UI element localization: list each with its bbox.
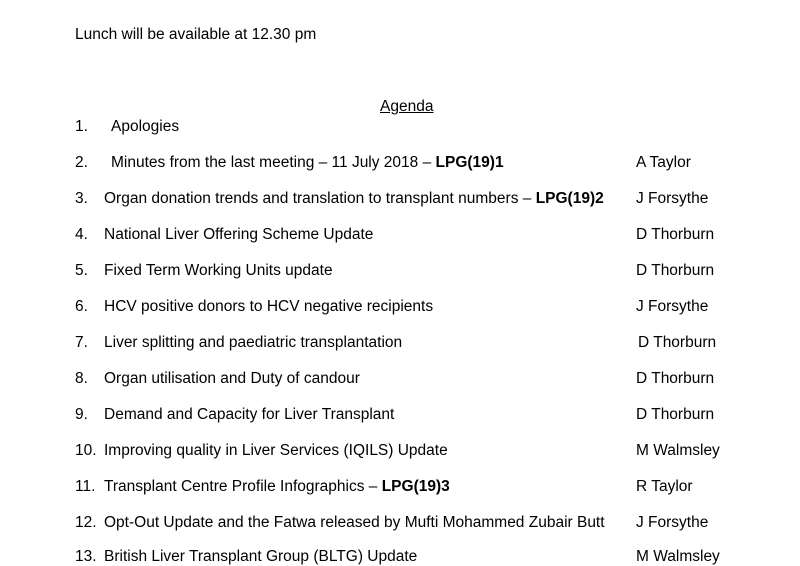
agenda-item-text: Demand and Capacity for Liver Transplant bbox=[104, 406, 395, 423]
agenda-item-text: Transplant Centre Profile Infographics – LPG(19)3 bbox=[104, 478, 450, 495]
agenda-item-number: 4. bbox=[75, 226, 88, 243]
agenda-item-number: 10. bbox=[75, 442, 97, 459]
agenda-item-owner: J Forsythe bbox=[636, 298, 709, 315]
agenda-item-owner: M Walmsley bbox=[636, 548, 720, 565]
agenda-item-owner: D Thorburn bbox=[636, 370, 715, 387]
agenda-item-text: Organ donation trends and translation to transplant numbers – LPG(19)2 bbox=[104, 190, 604, 207]
agenda-item-number: 9. bbox=[75, 406, 88, 423]
agenda-item-number: 6. bbox=[75, 298, 88, 315]
agenda-item-number: 12. bbox=[75, 514, 97, 531]
agenda-item-number: 7. bbox=[75, 334, 88, 351]
agenda-item-text: Apologies bbox=[111, 118, 180, 135]
agenda-item-owner: D Thorburn bbox=[636, 226, 715, 243]
agenda-item-owner: D Thorburn bbox=[638, 334, 717, 351]
agenda-item-owner: M Walmsley bbox=[636, 442, 720, 459]
agenda-item-text: HCV positive donors to HCV negative recipients bbox=[104, 298, 434, 315]
document-reference: LPG(19)1 bbox=[435, 154, 504, 171]
document-reference: LPG(19)3 bbox=[381, 478, 450, 495]
agenda-item-owner: A Taylor bbox=[636, 154, 691, 171]
agenda-item-owner: D Thorburn bbox=[636, 262, 715, 279]
agenda-title: Agenda bbox=[380, 98, 434, 115]
agenda-item-owner: J Forsythe bbox=[636, 190, 709, 207]
document-reference: LPG(19)2 bbox=[535, 190, 604, 207]
agenda-item-number: 8. bbox=[75, 370, 88, 387]
agenda-item-text: Organ utilisation and Duty of candour bbox=[104, 370, 360, 387]
agenda-item-owner: J Forsythe bbox=[636, 514, 709, 531]
agenda-item-text: Liver splitting and paediatric transplantation bbox=[104, 334, 403, 351]
agenda-item-text: Improving quality in Liver Services (IQILS) Update bbox=[104, 442, 448, 459]
agenda-item-owner: R Taylor bbox=[636, 478, 693, 495]
agenda-item-number: 2. bbox=[75, 154, 88, 171]
agenda-item-text: Minutes from the last meeting – 11 July 2018 – LPG(19)1 bbox=[111, 154, 504, 171]
agenda-item-number: 5. bbox=[75, 262, 88, 279]
agenda-item-text: Fixed Term Working Units update bbox=[104, 262, 333, 279]
agenda-item-text: British Liver Transplant Group (BLTG) Update bbox=[104, 548, 418, 565]
agenda-item-number: 3. bbox=[75, 190, 88, 207]
agenda-item-number: 1. bbox=[75, 118, 88, 135]
agenda-item-owner: D Thorburn bbox=[636, 406, 715, 423]
agenda-item-number: 13. bbox=[75, 548, 97, 565]
lunch-note: Lunch will be available at 12.30 pm bbox=[75, 26, 317, 43]
agenda-item-text: National Liver Offering Scheme Update bbox=[104, 226, 374, 243]
agenda-item-number: 11. bbox=[75, 478, 96, 495]
agenda-item-text: Opt-Out Update and the Fatwa released by Mufti Mohammed Zubair Butt bbox=[104, 514, 605, 531]
